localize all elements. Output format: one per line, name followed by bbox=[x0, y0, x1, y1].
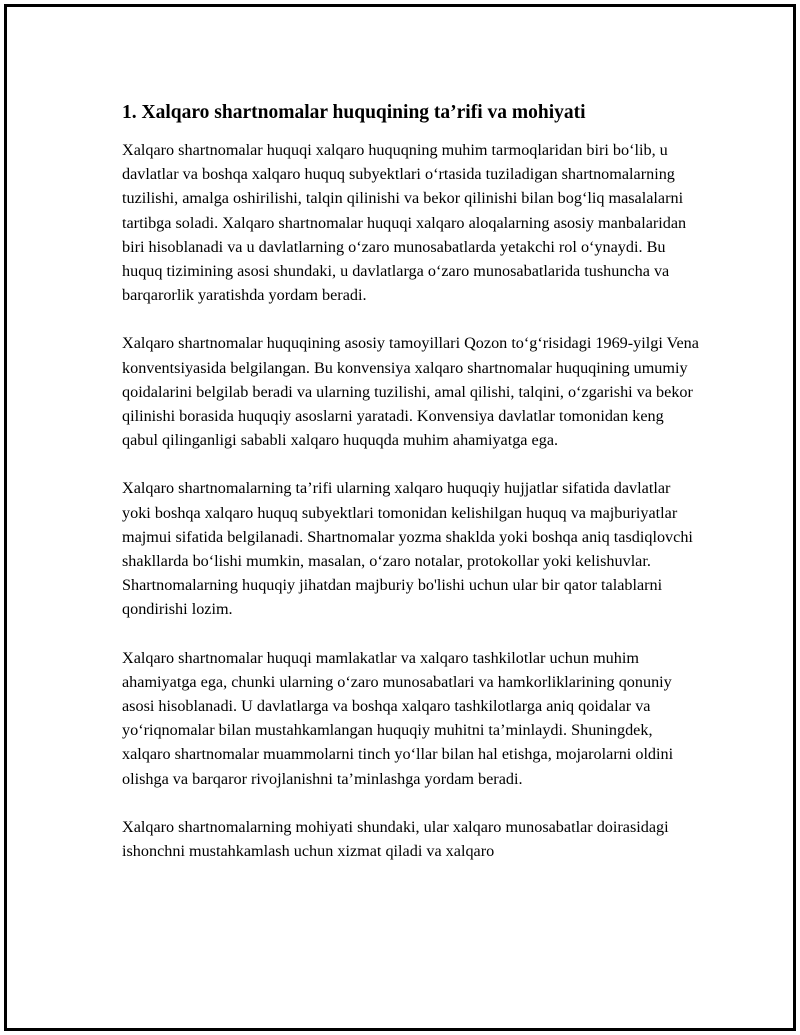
paragraph-1: Xalqaro shartnomalar huquqi xalqaro huquqning muhim tarmoqlaridan biri bo‘lib, u davlatlar va boshqa xalqaro huquq subyektlari o‘rtasida tuziladigan shartnomalarning tuzilishi, amalga oshirilishi, talqin qilinishi va bekor qilinishi bilan bog‘liq masalalarni tartibga soladi. Xalqaro shartnomalar huquqi xalqaro aloqalarning asosiy manbalaridan biri hisoblanadi va u davlatlarning o‘zaro munosabatlarda yetakchi rol o‘ynaydi. Bu huquq tizimining asosi shundaki, u davlatlarga o‘zaro munosabatlarida tushuncha va barqarorlik yaratishda yordam beradi. bbox=[122, 141, 687, 305]
paragraph-3: Xalqaro shartnomalarning ta’rifi ularning xalqaro huquqiy hujjatlar sifatida davlatlar yoki boshqa xalqaro huquq subyektlari tomonidan kelishilgan huquq va majburiyatlar majmui sifatida belgilanadi. Shartnomalar yozma shaklda yoki boshqa aniq tasdiqlovchi shakllarda bo‘lishi mumkin, masalan, o‘zaro notalar, protokollar yoki kelishuvlar. Shartnomalarning huquqiy jihatdan majburiy bo'lishi uchun ular bir qator talablarni qondirishi lozim. bbox=[122, 479, 693, 619]
paragraph-2: Xalqaro shartnomalar huquqining asosiy tamoyillari Qozon to‘g‘risidagi 1969-yilgi Vena konventsiyasida belgilangan. Bu konvensiya xalqaro shartnomalar huquqining umumiy qoidalarini belgilab beradi va ularning tuzilishi, amal qilishi, talqini, o‘zgarishi va bekor qilinishi borasida huquqiy asoslarni yaratadi. Konvensiya davlatlar tomonidan keng qabul qilinganligi sababli xalqaro huquqda muhim ahamiyatga ega. bbox=[122, 334, 699, 450]
section-heading: 1. Xalqaro shartnomalar huquqining ta’rifi va mohiyati bbox=[122, 102, 586, 123]
document-body bbox=[122, 99, 702, 887]
paragraph-4: Xalqaro shartnomalar huquqi mamlakatlar va xalqaro tashkilotlar uchun muhim ahamiyatga ega, chunki ularning o‘zaro munosabatlari va hamkorliklarining qonuniy asosi hisoblanadi. U davlatlarga va boshqa xalqaro tashkilotlarga aniq qoidalar va yo‘riqnomalar bilan mustahkamlangan huquqiy muhitni ta’minlaydi. Shuningdek, xalqaro shartnomalar muammolarni tinch yo‘llar bilan hal etishga, mojarolarni oldini olishga va barqaror rivojlanishni ta’minlashga yordam beradi. bbox=[122, 648, 674, 788]
paragraph-5: Xalqaro shartnomalarning mohiyati shundaki, ular xalqaro munosabatlar doirasidagi ishonchni mustahkamlash uchun xizmat qiladi va xalqaro bbox=[122, 817, 669, 861]
page-frame bbox=[4, 4, 796, 1031]
